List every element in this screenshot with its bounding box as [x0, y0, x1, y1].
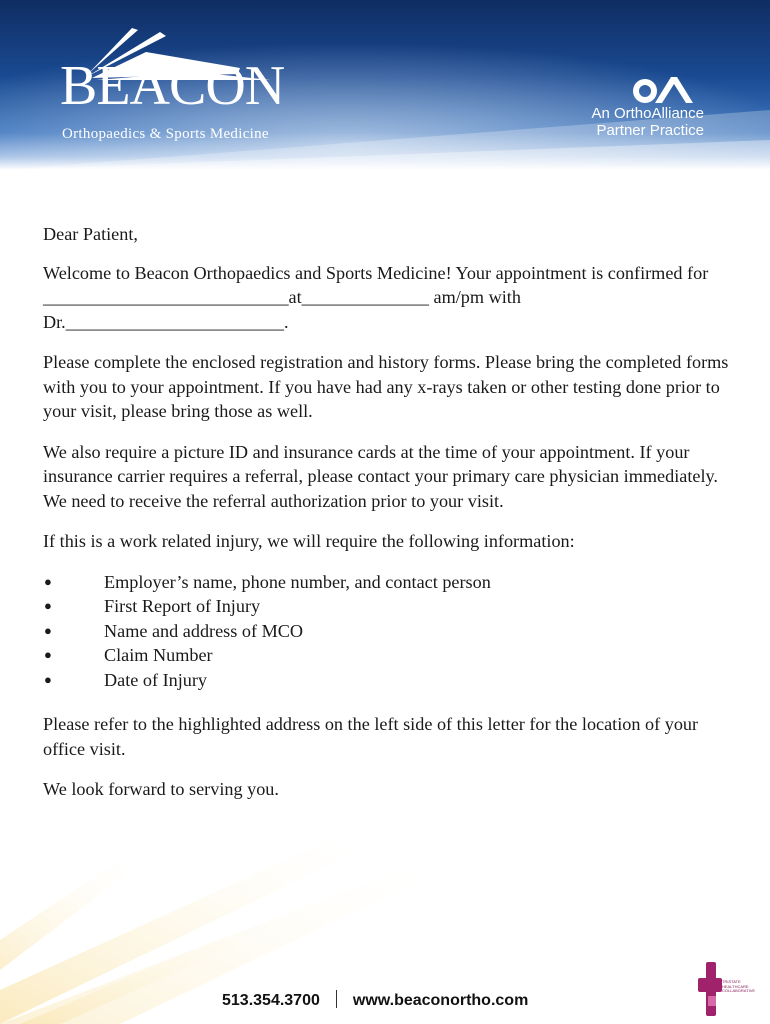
salutation: Dear Patient,	[43, 224, 138, 244]
list-item: ● First Report of Injury	[43, 594, 733, 619]
id-insurance-paragraph: We also require a picture ID and insurance cards at the time of your appointment. If your insurance carrier requires a referral, please contact your primary care physician immediately. We need to receive the referral authorization prior to your visit.	[43, 441, 718, 511]
partner-practice-line1: An OrthoAlliance	[591, 105, 704, 122]
list-item: ● Name and address of MCO	[43, 619, 733, 644]
closing-line: We look forward to serving you.	[43, 779, 279, 799]
healthcare-cross-icon	[698, 962, 722, 1016]
phone-number[interactable]: 513.354.3700	[222, 992, 320, 1009]
partner-logo-text: TRISTATE HEALTHCARE COLLABORATIVE	[722, 979, 756, 993]
bullet-icon: ●	[44, 598, 52, 613]
footer-divider	[336, 990, 337, 1008]
bullet-icon: ●	[44, 647, 52, 662]
logo-wordmark: BEACON	[60, 55, 285, 117]
letter-body	[43, 222, 733, 818]
bullet-icon: ●	[44, 671, 52, 687]
appointment-paragraph: Welcome to Beacon Orthopaedics and Sports Medicine! Your appointment is confirmed for ___________________________at______________ am/pm with Dr.________________________.	[43, 262, 709, 332]
letterhead-banner	[0, 0, 770, 170]
work-injury-paragraph: If this is a work related injury, we will require the following information:	[43, 531, 575, 551]
bullet-icon: ●	[44, 622, 52, 638]
list-item: ● Date of Injury	[43, 668, 733, 693]
list-item: ● Claim Number	[43, 643, 733, 668]
work-injury-requirements-list	[43, 570, 733, 693]
bullet-icon: ●	[44, 573, 52, 589]
footer-contact	[222, 990, 528, 1010]
list-item: ● Employer’s name, phone number, and contact person	[43, 570, 733, 595]
website-link[interactable]: www.beaconortho.com	[352, 992, 529, 1009]
forms-paragraph: Please complete the enclosed registration and history forms. Please bring the completed forms with you to your appointment. If you have had any x-rays taken or other testing done prior to your visit, please bring those as well.	[43, 352, 729, 421]
partner-practice-line2: Partner Practice	[596, 122, 704, 139]
office-location-paragraph: Please refer to the highlighted address on the left side of this letter for the location of your office visit.	[43, 714, 699, 759]
logo-subtitle: Orthopaedics & Sports Medicine	[62, 126, 269, 142]
orthoalliance-logo-icon	[625, 73, 705, 107]
